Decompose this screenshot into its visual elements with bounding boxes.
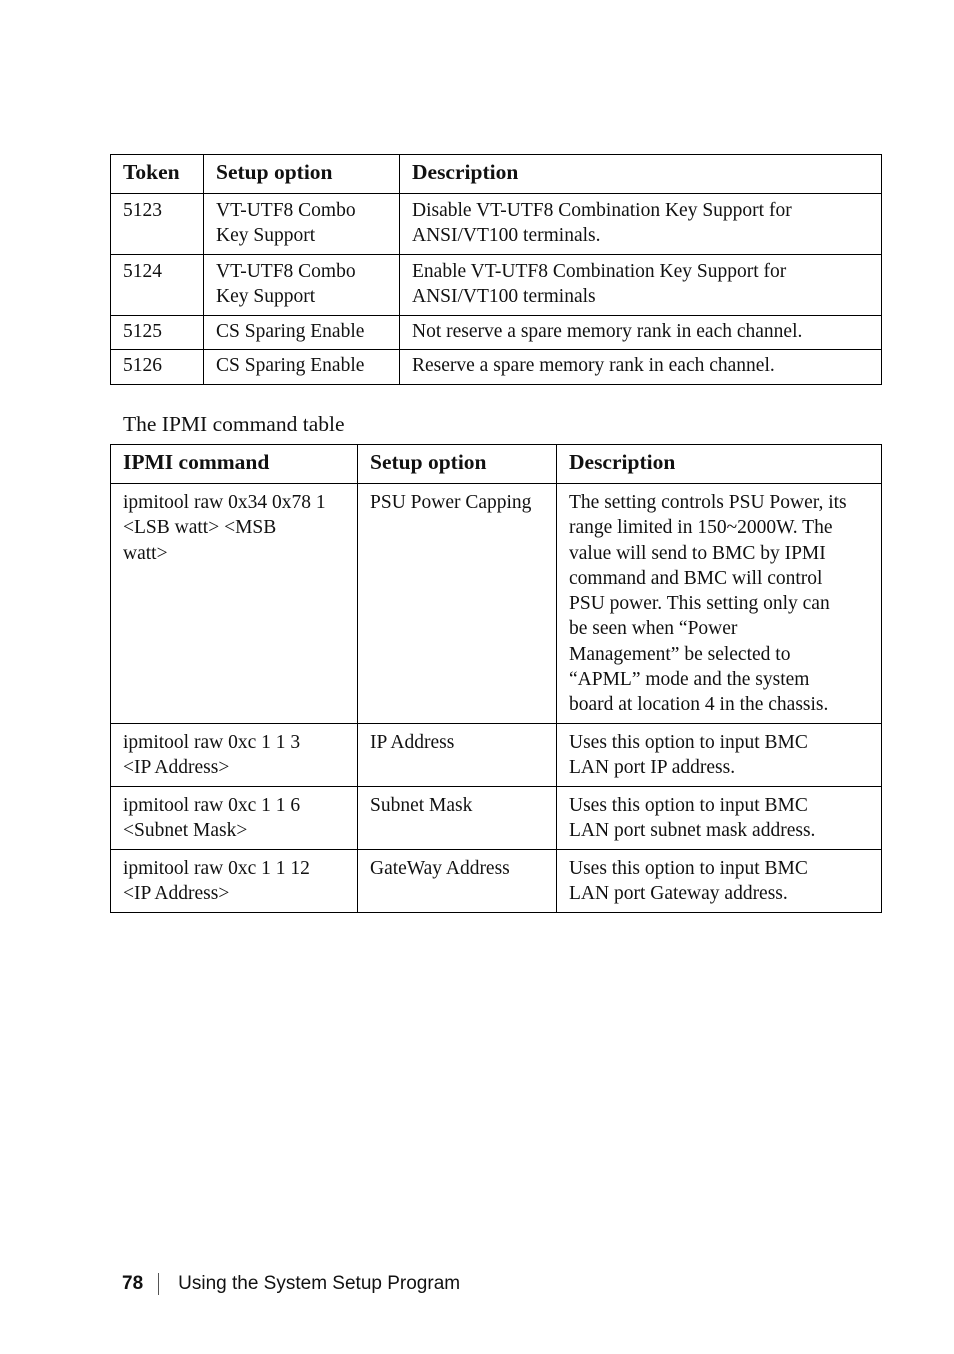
table-row <box>111 194 882 255</box>
ipmi-command-cell <box>111 787 358 850</box>
table-header-row <box>111 155 882 194</box>
token-table <box>110 154 882 385</box>
token-cell: 5123 <box>111 194 204 255</box>
setup-option-cell: CS Sparing Enable <box>204 350 400 384</box>
token-cell: 5125 <box>111 316 204 350</box>
page-number: 78 <box>122 1273 144 1294</box>
description-cell <box>557 787 882 850</box>
ipmi-command-table <box>110 444 882 913</box>
cell-line: Uses this option to input BMC <box>569 858 808 879</box>
cell-line: ipmitool raw 0xc 1 1 12 <box>123 858 310 879</box>
table-row <box>111 484 882 724</box>
column-header-setup-option: Setup option <box>204 155 400 194</box>
table-row <box>111 350 882 384</box>
column-header-setup-option: Setup option <box>358 445 557 484</box>
cell-line: watt> <box>123 542 168 564</box>
description-cell <box>400 255 882 316</box>
cell-line: “APML” mode and the system <box>569 669 810 691</box>
section-title: Using the System Setup Program <box>178 1273 461 1294</box>
cell-line: LAN port IP address. <box>569 757 736 779</box>
cell-line: command and BMC will control <box>569 567 823 589</box>
cell-line: <Subnet Mask> <box>123 820 248 842</box>
column-header-description: Description <box>557 445 882 484</box>
cell-line: ANSI/VT100 terminals. <box>412 225 601 247</box>
description-cell <box>557 724 882 787</box>
table-row <box>111 724 882 787</box>
footer-separator <box>158 1273 159 1295</box>
cell-line: value will send to BMC by IPMI <box>569 542 826 564</box>
column-header-ipmi-command: IPMI command <box>111 445 358 484</box>
cell-line: Management” be selected to <box>569 643 791 665</box>
cell-line: LAN port Gateway address. <box>569 883 788 905</box>
description-cell: Reserve a spare memory rank in each channel. <box>400 350 882 384</box>
setup-option-cell: IP Address <box>358 724 557 787</box>
description-cell <box>557 484 882 724</box>
cell-line: ipmitool raw 0xc 1 1 3 <box>123 732 301 753</box>
cell-line: <LSB watt> <MSB <box>123 517 277 539</box>
cell-line: be seen when “Power <box>569 618 738 640</box>
column-header-token: Token <box>111 155 204 194</box>
cell-line: PSU power. This setting only can <box>569 593 830 615</box>
table-row <box>111 316 882 350</box>
ipmi-command-cell <box>111 484 358 724</box>
cell-line: ipmitool raw 0xc 1 1 6 <box>123 795 301 816</box>
token-cell: 5124 <box>111 255 204 316</box>
table-caption: The IPMI command table <box>123 412 345 436</box>
cell-line: Enable VT-UTF8 Combination Key Support for <box>412 261 787 282</box>
description-cell <box>400 194 882 255</box>
cell-line: LAN port subnet mask address. <box>569 820 816 842</box>
cell-line: range limited in 150~2000W. The <box>569 517 833 539</box>
cell-line: ANSI/VT100 terminals <box>412 286 596 308</box>
cell-line: Uses this option to input BMC <box>569 732 808 753</box>
cell-line: Key Support <box>216 225 316 247</box>
cell-line: board at location 4 in the chassis. <box>569 694 829 716</box>
description-cell <box>557 850 882 913</box>
page-footer <box>122 1271 460 1297</box>
table-row <box>111 850 882 913</box>
table-row <box>111 255 882 316</box>
description-cell: Not reserve a spare memory rank in each channel. <box>400 316 882 350</box>
setup-option-cell <box>204 255 400 316</box>
cell-line: Uses this option to input BMC <box>569 795 808 816</box>
table-header-row <box>111 445 882 484</box>
cell-line: VT-UTF8 Combo <box>216 261 356 282</box>
column-header-description: Description <box>400 155 882 194</box>
cell-line: The setting controls PSU Power, its <box>569 492 847 513</box>
setup-option-cell: CS Sparing Enable <box>204 316 400 350</box>
table-row <box>111 787 882 850</box>
cell-line: Disable VT-UTF8 Combination Key Support for <box>412 200 792 221</box>
ipmi-command-cell <box>111 724 358 787</box>
cell-line: <IP Address> <box>123 757 230 779</box>
setup-option-cell: Subnet Mask <box>358 787 557 850</box>
cell-line: ipmitool raw 0x34 0x78 1 <box>123 492 326 513</box>
cell-line: Key Support <box>216 286 316 308</box>
token-cell: 5126 <box>111 350 204 384</box>
setup-option-cell: GateWay Address <box>358 850 557 913</box>
cell-line: VT-UTF8 Combo <box>216 200 356 221</box>
ipmi-command-cell <box>111 850 358 913</box>
setup-option-cell <box>204 194 400 255</box>
setup-option-cell: PSU Power Capping <box>358 484 557 724</box>
cell-line: <IP Address> <box>123 883 230 905</box>
